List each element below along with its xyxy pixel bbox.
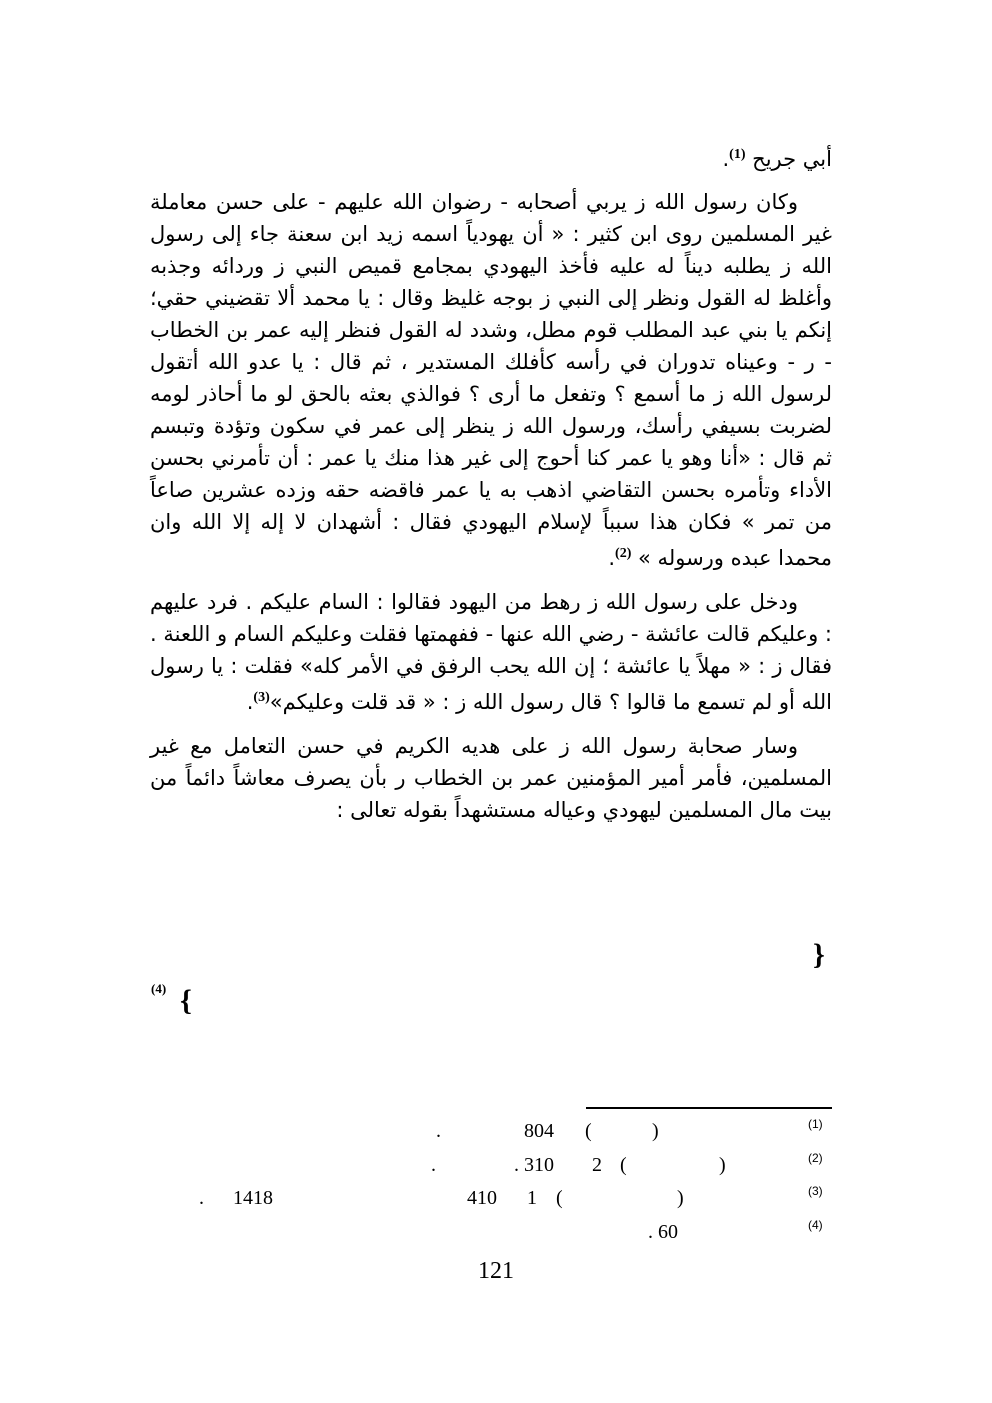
- footnote-mark-3: (3): [808, 1184, 823, 1198]
- fn2-frag: .: [431, 1154, 436, 1176]
- paragraph-2-text: ودخل على رسول الله ز رهط من اليهود فقالوا : السام عليكم . فرد عليهم : وعليكم قالت عائشة - رضي الله عنها - ففهمتها فقلت وعليكم السام و اللعنة . فقال ز : « مهلاً يا عائشة ؛ إن الله يحب الرفق في الأمر كله» فقلت : يا رسول الله أو لم تسمع ما قالوا ؟ قال رسول الله ز : « قد قلت وعليكم»: [150, 590, 832, 714]
- footnote-mark-2: (2): [808, 1151, 823, 1165]
- footnote-mark-4: (4): [808, 1218, 823, 1232]
- fn3-frag: 1418: [233, 1187, 273, 1209]
- paragraph-0: [150, 139, 832, 175]
- paragraph-0-tail: .: [722, 147, 730, 171]
- fn4-frag: . 60: [648, 1221, 678, 1243]
- paragraph-1: [150, 186, 832, 574]
- quran-open-bracket: }: [813, 938, 825, 971]
- fn3-frag: ): [677, 1187, 684, 1209]
- fn2-frag: 2: [592, 1154, 602, 1176]
- fn2-frag: ): [719, 1154, 726, 1176]
- footnote-ref-3[interactable]: (3): [253, 690, 270, 705]
- paragraph-1-text: وكان رسول الله ز يربي أصحابه - رضوان الله عليهم - على حسن معاملة غير المسلمين روى ابن كثير : « أن يهودياً اسمه زيد ابن سعنة جاء إلى رسول الله ز يطلبه ديناً له عليه فأخذ اليهودي بمجامع قميص النبي ز وردائه وجذبه وأغلظ له القول ونظر إلى النبي ز بوجه غليظ وقال : يا محمد ألا تقضيني حقي؛ إنكم يا بني عبد المطلب قوم مطل، وشدد له القول فنظر إليه عمر بن الخطاب - ر - وعيناه تدوران في رأسه كأفلك المستدير ، ثم قال : يا عدو الله أتقول لرسول الله ز ما أسمع ؟ وتفعل ما أرى ؟ فوالذي بعثه بالحق لو ما أحاذر لومه لضربت بسيفي رأسك، ورسول الله ز ينظر إلى عمر في سكون وتؤدة وتبسم ثم قال : «أنا وهو يا عمر كنا أحوج إلى غير هذا منك يا عمر : أن تأمرني بحسن الأداء وتأمره بحسن التقاضي اذهب به يا عمر فاقضه حقه وزده عشرين صاعاً من تمر » فكان هذا سبباً لإسلام اليهودي فقال : أشهدان لا إله إلا الله وان محمدا عبده ورسوله »: [150, 190, 832, 570]
- main-text: [150, 139, 832, 826]
- fn1-frag: ): [652, 1120, 659, 1142]
- footnote-ref-2[interactable]: (2): [615, 546, 632, 561]
- footnote-mark-1: (1): [808, 1117, 823, 1131]
- paragraph-2-tail: .: [246, 690, 254, 714]
- footnote-ref-1[interactable]: (1): [729, 147, 746, 162]
- paragraph-3: [150, 730, 832, 826]
- footnote-ref-4[interactable]: (4): [151, 981, 167, 996]
- fn1-frag: 804: [524, 1120, 554, 1142]
- fn2-frag: . 310: [514, 1154, 554, 1176]
- fn3-frag: (: [556, 1187, 563, 1209]
- fn2-frag: (: [620, 1154, 627, 1176]
- paragraph-2: [150, 586, 832, 718]
- quran-close-bracket: {: [180, 984, 192, 1017]
- fn1-frag: .: [436, 1120, 441, 1142]
- fn3-frag: .: [199, 1187, 204, 1209]
- paragraph-1-tail: .: [608, 546, 616, 570]
- page-number: 121: [478, 1258, 514, 1284]
- paragraph-0-text: أبي جريح: [745, 147, 832, 171]
- paragraph-3-text: وسار صحابة رسول الله ز على هديه الكريم في حسن التعامل مع غير المسلمين، فأمر أمير المؤمنين عمر بن الخطاب ر بأن يصرف معاشاً دائماً من بيت مال المسلمين ليهودي وعياله مستشهداً بقوله تعالى :: [150, 734, 832, 822]
- fn3-frag: 410: [467, 1187, 497, 1209]
- fn3-frag: 1: [527, 1187, 537, 1209]
- footnote-separator: [586, 1107, 832, 1109]
- fn1-frag: (: [585, 1120, 592, 1142]
